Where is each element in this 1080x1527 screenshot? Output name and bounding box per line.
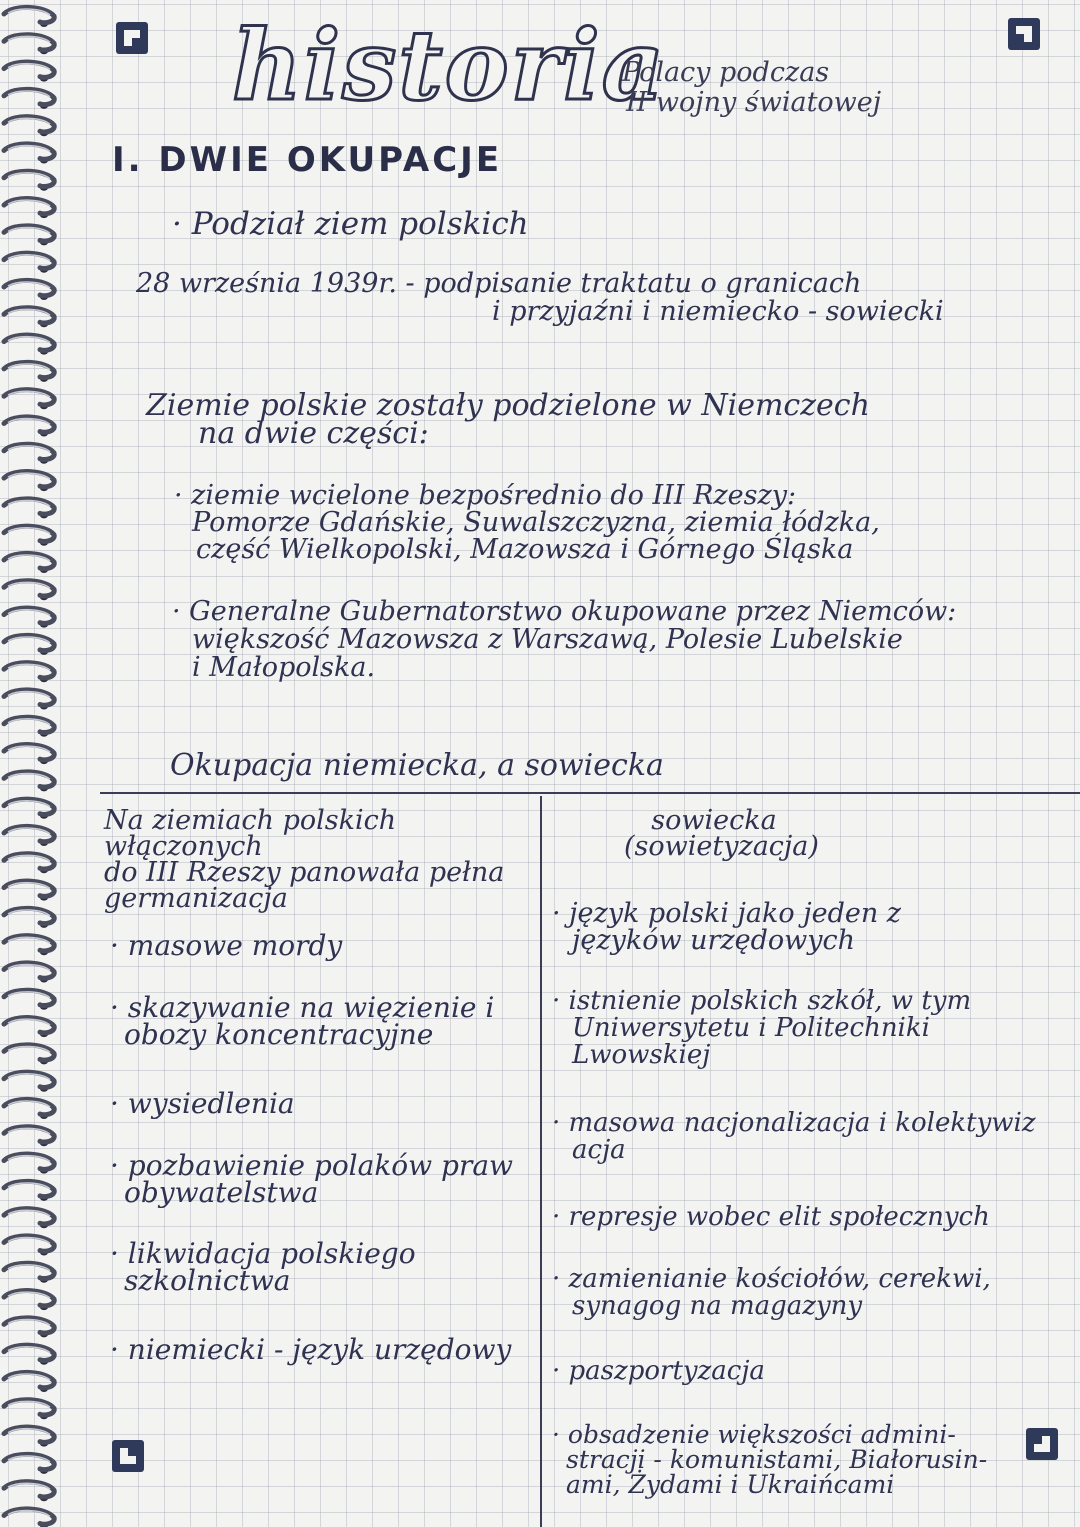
list-item-line: · skazywanie na więzienie i [110,991,495,1024]
list-item [110,1149,513,1209]
table-divider-vertical [540,796,542,1527]
spiral-binding-icon [0,0,62,1527]
corner-bracket-icon [116,22,148,54]
list-item [110,1087,295,1120]
bullet-line: większość Mazowsza z Warszawą, Polesie Lubelskie [192,624,903,655]
german-occupation-column [104,805,534,1508]
column-header-line: germanizacja [104,883,288,914]
corner-bracket-icon [1008,18,1040,50]
list-item [552,1204,990,1231]
treaty-text [136,270,944,326]
list-item [552,988,971,1069]
list-item-line: · paszportyzacja [552,1356,765,1386]
column-header [624,805,819,862]
bullet-line: · Generalne Gubernatorstwo okupowane przez Niemców: [172,596,957,627]
bullet-line: część Wielkopolski, Mazowsza i Górnego Śląska [196,534,854,565]
division-line: Ziemie polskie zostały podzielone w Niemczech [146,388,870,423]
bullet-incorporated-lands [174,482,880,563]
column-header-line: (sowietyzacja) [624,831,819,862]
list-item-line: · istnienie polskich szkół, w tym [552,986,972,1016]
list-item-line: Lwowskiej [572,1040,711,1070]
division-text [146,388,870,451]
treaty-line: 28 września 1939r. - podpisanie traktatu o granicach [136,268,862,299]
list-item [552,1110,1036,1164]
list-item [552,1422,987,1497]
partition-title: · Podział ziem polskich [172,206,529,242]
list-item-line: · język polski jako jeden z [552,898,902,929]
list-item-line: ami, Żydami i Ukraińcami [566,1470,895,1499]
list-item-line: · masowe mordy [110,929,343,962]
division-line: na dwie części: [198,416,429,451]
list-item [552,900,901,954]
page-subtitle [622,58,922,118]
treaty-line: i przyjaźni i niemiecko - sowiecki [492,296,944,327]
bullet-line: Pomorze Gdańskie, Suwalszczyzna, ziemia łódzka, [192,507,880,538]
soviet-occupation-column [548,805,1080,1527]
list-item-line: · niemiecki - język urzędowy [110,1333,512,1366]
list-item-line: acja [572,1135,626,1165]
list-item [110,991,495,1051]
list-item-line: · wysiedlenia [110,1087,295,1120]
list-item-line: synagog na magazyny [572,1291,863,1321]
table-divider-horizontal [100,792,1080,794]
list-item-line: · represje wobec elit społecznych [552,1202,990,1232]
list-item [110,1237,416,1297]
list-item-line: · likwidacja polskiego [110,1237,416,1270]
column-header-line: do III Rzeszy panowała pełna [104,857,505,888]
list-item-line: Uniwersytetu i Politechniki [572,1013,930,1043]
comparison-title: Okupacja niemiecka, a sowiecka [170,748,664,783]
list-item [110,929,343,962]
list-item-line: · obsadzenie większości admini- [552,1420,956,1449]
bullet-line: · ziemie wcielone bezpośrednio do III Rzeszy: [174,480,797,511]
list-item-line: stracji - komunistami, Białorusin- [566,1445,988,1474]
list-item-line: · masowa nacjonalizacja i kolektywiz [552,1108,1036,1138]
list-item [552,1358,765,1385]
list-item-line: · zamienianie kościołów, cerekwi, [552,1264,991,1294]
list-item-line: · pozbawienie polaków praw [110,1149,513,1182]
bullet-line: i Małopolska. [192,652,376,683]
column-header-line: sowiecka [651,805,777,836]
page-title: historia [232,9,666,122]
subtitle-line: II wojny światowej [626,87,882,118]
subtitle-line: Polacy podczas [622,57,830,88]
column-header-line: Na ziemiach polskich włączonych [104,805,397,862]
list-item [110,1333,512,1366]
list-item-line: języków urzędowych [572,925,856,956]
list-item-line: szkolnictwa [124,1264,291,1297]
bullet-general-government [172,598,956,682]
column-header [104,805,534,914]
section-heading: I. DWIE OKUPACJE [112,140,503,180]
list-item-line: obozy koncentracyjne [124,1018,434,1051]
list-item [552,1266,991,1320]
list-item-line: obywatelstwa [124,1176,319,1209]
